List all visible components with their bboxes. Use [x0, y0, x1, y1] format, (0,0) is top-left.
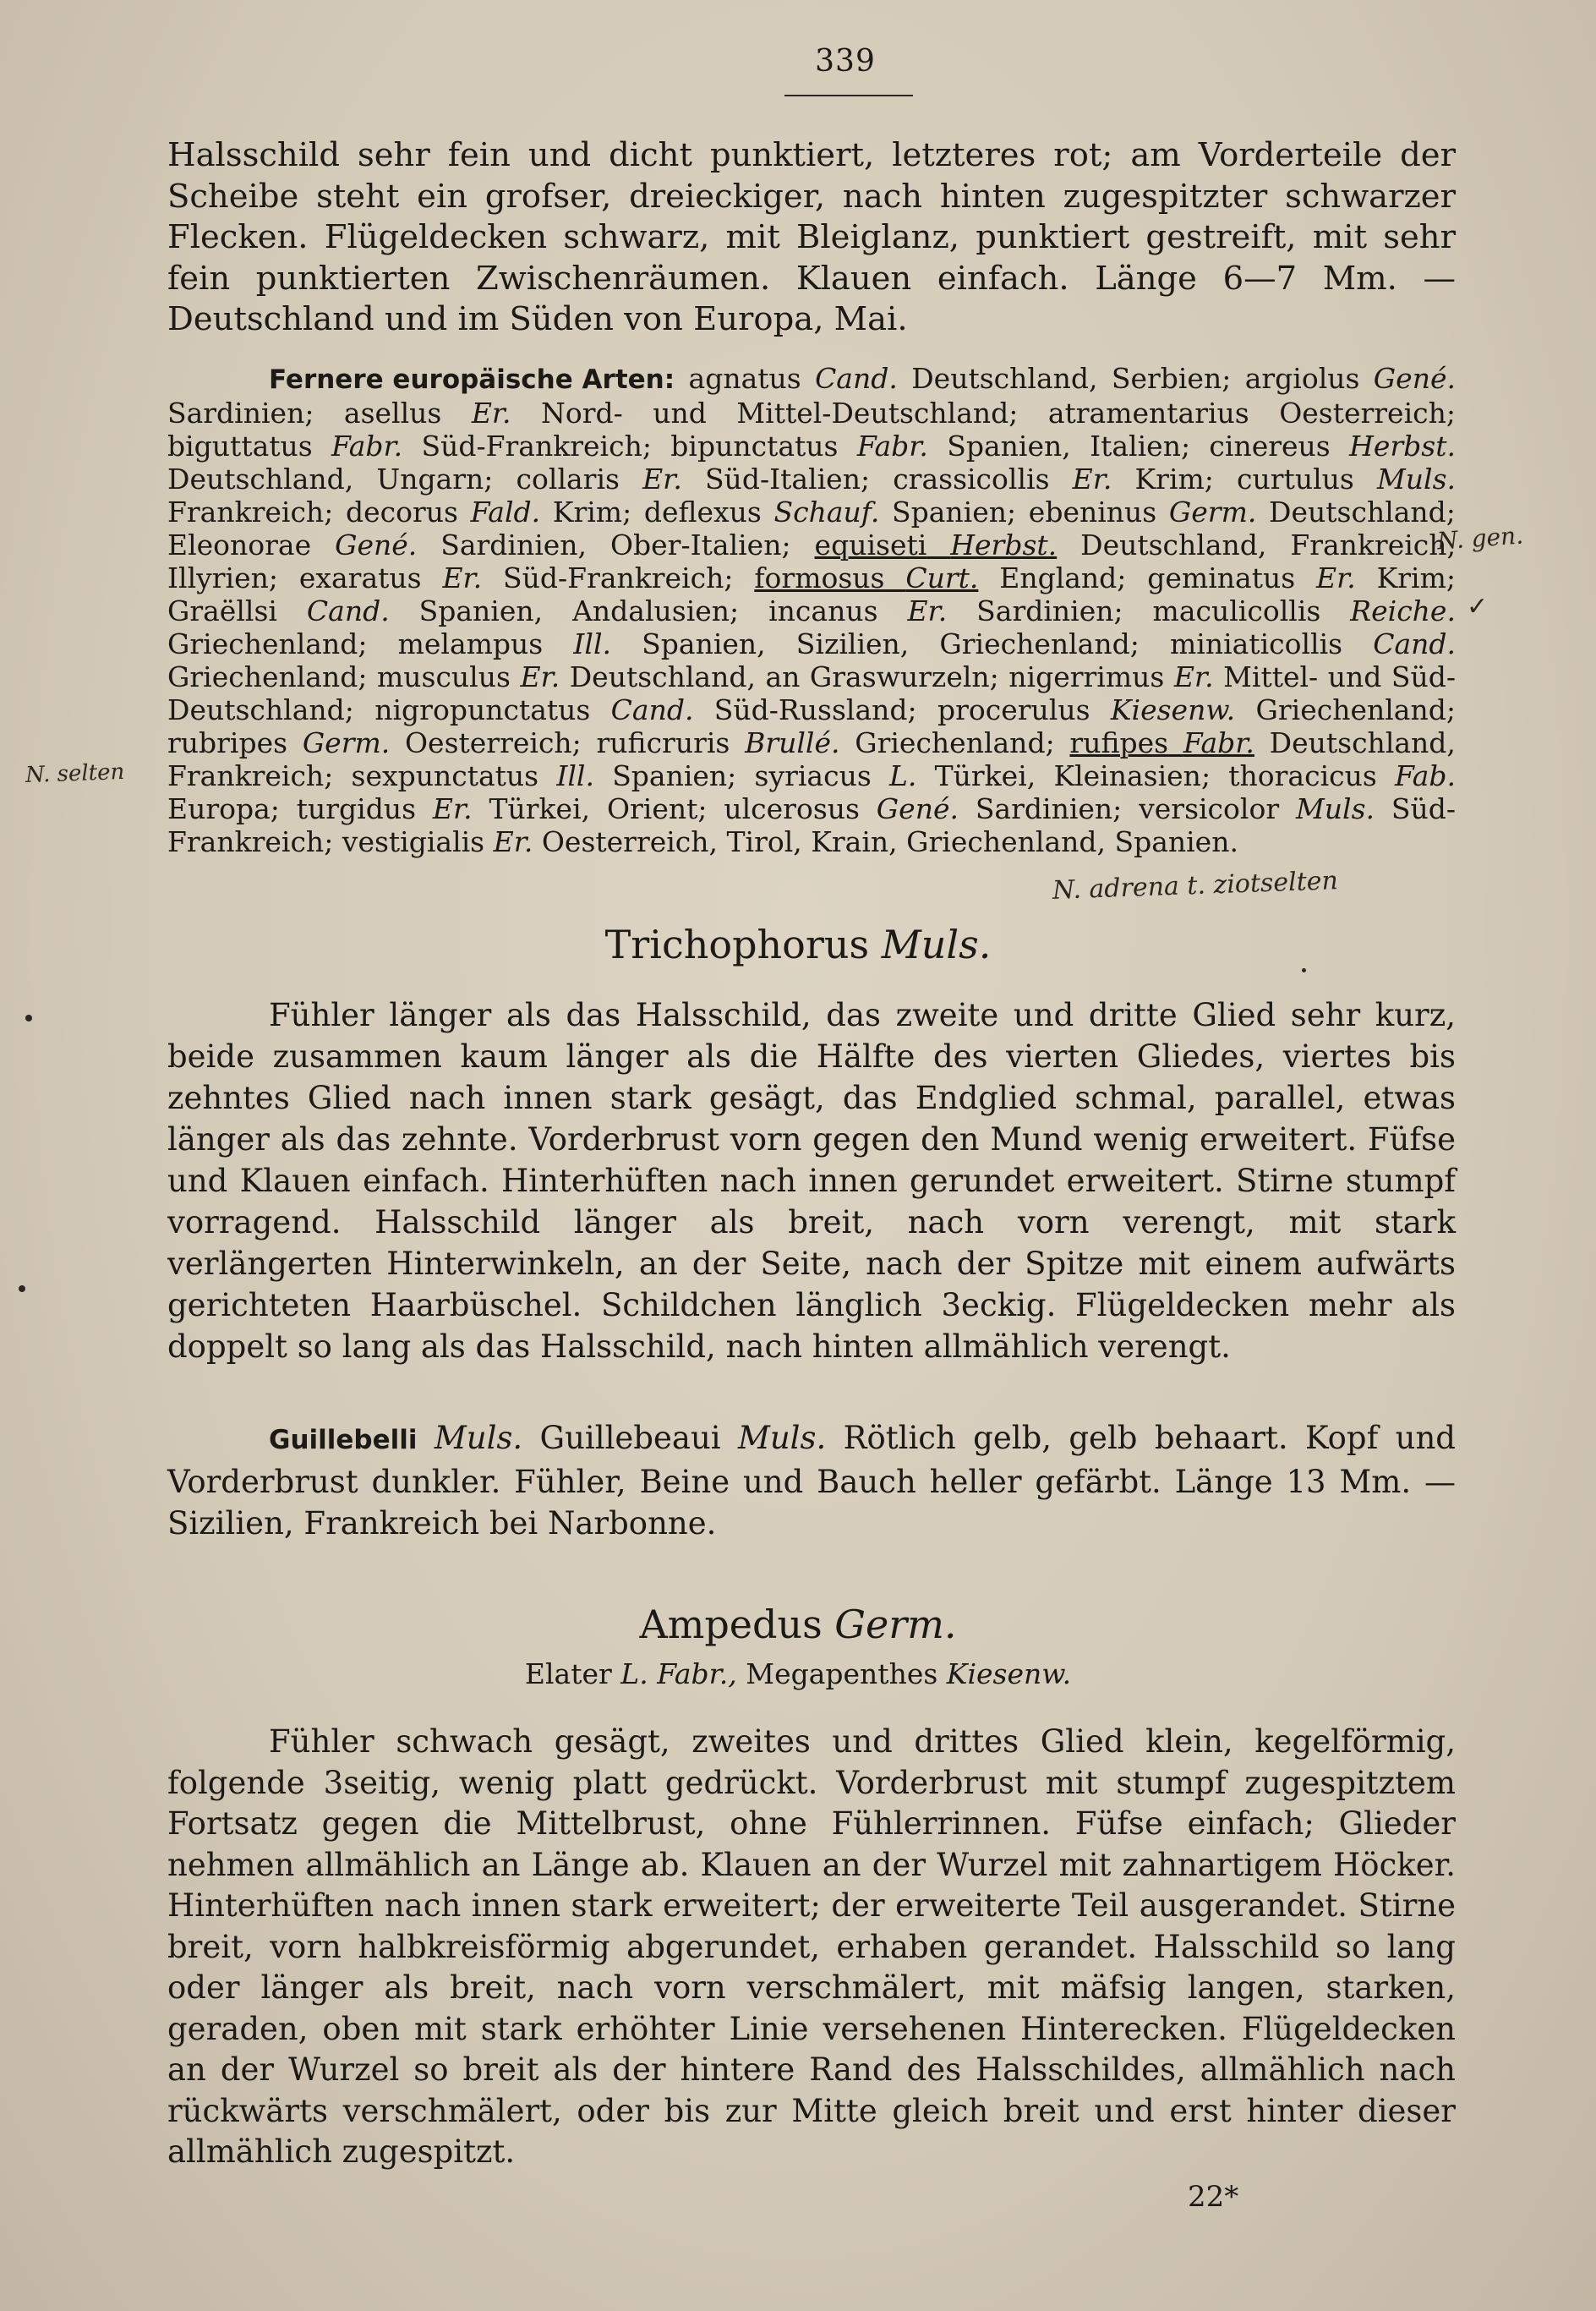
ampedus-synonyms: Elater L. Fabr., Megapenthes Kiesenw.: [524, 1657, 1072, 1690]
underlined-species-formosus: formosus Curt.: [754, 561, 979, 594]
handwritten-margin-note-right: N. gen.: [1435, 521, 1524, 556]
further-species-heading: Fernere europäische Arten:: [269, 364, 675, 395]
margin-dot: [19, 1285, 25, 1292]
signature-mark: 22*: [1188, 2180, 1239, 2214]
intro-paragraph: Halsschild sehr fein und dicht punktiert, letzteres rot; am Vorderteile der Scheibe steht ein grofser, dreieckiger, nach hinten zugespitzter schwarzer Flecken. Flügeldecken schwarz, mit Bleiglanz, punktiert gestreift, mit sehr fein punktierten Zwischenräumen. Klauen einfach. Länge 6—7 Mm. — Deutschland und im Süden von Europa, Mai.: [167, 136, 1456, 338]
margin-dot: [25, 1015, 32, 1021]
further-species-paragraph: Fernere europäische Arten: agnatus Cand. Deutschland, Serbien; argiolus Gené. Sardinien; asellus Er. Nord- und Mittel-Deutschland; atramentarius Oesterreich; biguttatus Fabr. Süd-Frankreich; bipunctatus Fabr. Spanien, Italien; cinereus Herbst. Deutschland, Ungarn; collaris Er. Süd-Italien; crassicollis Er. Krim; curtulus Muls. Frankreich; decorus Fald. Krim; deflexus Schauf. Spanien; ebeninus Germ. Deutschland; Eleonorae Gené. Sardinien, Ober-Italien; equiseti Herbst. Deutschland, Frankreich, Illyrien; exaratus Er. Süd-Frankreich; formosus Curt. England; geminatus Er. Krim; Graëllsi Cand. Spanien, Andalusien; incanus Er. Sardinien; maculicollis Reiche. Griechenland; melampus Ill. Spanien, Sizilien, Griechenland; miniaticollis Cand. Griechenland; musculus Er. Deutschland, an Graswurzeln; nigerrimus Er. Mittel- und Süd-Deutschland; nigropunctatus Cand. Süd-Russland; procerulus Kiesenw. Griechenland; rubripes Germ. Oesterreich; ruficruris Brullé. Griechenland; rufipes Fabr. Deutschland, Frankreich; sexpunctatus Ill. Spanien; syriacus L. Türkei, Kleinasien; thoracicus Fab. Europa; turgidus Er. Türkei, Orient; ulcerosus Gené. Sardinien; versicolor Muls. Süd-Frankreich; vestigialis Er. Oesterreich, Tirol, Krain, Griechenland, Spanien.: [167, 362, 1457, 858]
ampedus-description: Fühler schwach gesägt, zweites und drittes Glied klein, kegelförmig, folgende 3seitig, wenig platt gedrückt. Vorderbrust mit stumpf zugespitztem Fortsatz gegen die Mittelbrust, ohne Fühlerrinnen. Füfse einfach; Glieder nehmen allmählich an Länge ab. Klauen an der Wurzel mit zahnartigem Höcker. Hinterhüften nach innen stark erweitert; der erweiterte Teil ausgerandet. Stirne breit, vorn halbkreisförmig abgerundet, erhaben gerandet. Halsschild so lang oder länger als breit, nach vorn verschmälert, mit mäfsig langen, starken, geraden, oben mit stark erhöhter Linie versehenen Hinterecken. Flügeldecken an der Wurzel so breit als der hintere Rand des Halsschildes, allmählich nach rückwärts verschmälert, oder bis zur Mitte gleich breit und erst hinter dieser allmählich zugespitzt.: [167, 1723, 1456, 2170]
handwritten-check-icon: ✓: [1467, 592, 1489, 622]
genus-heading-ampedus: Ampedus Germ.: [639, 1602, 957, 1647]
underlined-species-rufipes: rufipes Fabr.: [1069, 726, 1254, 759]
trichophorus-description: Fühler länger als das Halsschild, das zweite und dritte Glied sehr kurz, beide zusammen kaum länger als die Hälfte des vierten Gliedes, viertes bis zehntes Glied nach innen stark gesägt, das Endglied schmal, parallel, etwas länger als das zehnte. Vorderbrust vorn gegen den Mund wenig erweitert. Füfse und Klauen einfach. Hinterhüften nach innen gerundet erweitert. Stirne stumpf vorragend. Halsschild länger als breit, nach vorn verengt, mit stark verlängerten Hinterwinkeln, an der Seite, nach der Spitze mit einem aufwärts gerichteten Haarbüschel. Schildchen länglich 3eckig. Flügeldecken mehr als doppelt so lang als das Halsschild, nach hinten allmählich verengt.: [167, 997, 1456, 1365]
page-number: 339: [815, 44, 876, 79]
underlined-species-equiseti: equiseti Herbst.: [814, 528, 1058, 561]
species-name-guillebelli: Guillebelli: [269, 1425, 418, 1455]
handwritten-bottom-note: N. adrena t. ziotselten: [1052, 866, 1339, 906]
page-number-rule: [784, 95, 913, 96]
handwritten-margin-note-left: N. selten: [25, 758, 125, 789]
genus-heading-trichophorus: Trichophorus Muls.: [604, 922, 992, 967]
guillebelli-entry: Guillebelli Muls. Guillebeaui Muls. Rötlich gelb, gelb behaart. Kopf und Vorderbrust dunkler. Fühler, Beine und Bauch heller gefärbt. Länge 13 Mm. — Sizilien, Frankreich bei Narbonne.: [167, 1420, 1456, 1542]
margin-dot: [1302, 968, 1306, 972]
